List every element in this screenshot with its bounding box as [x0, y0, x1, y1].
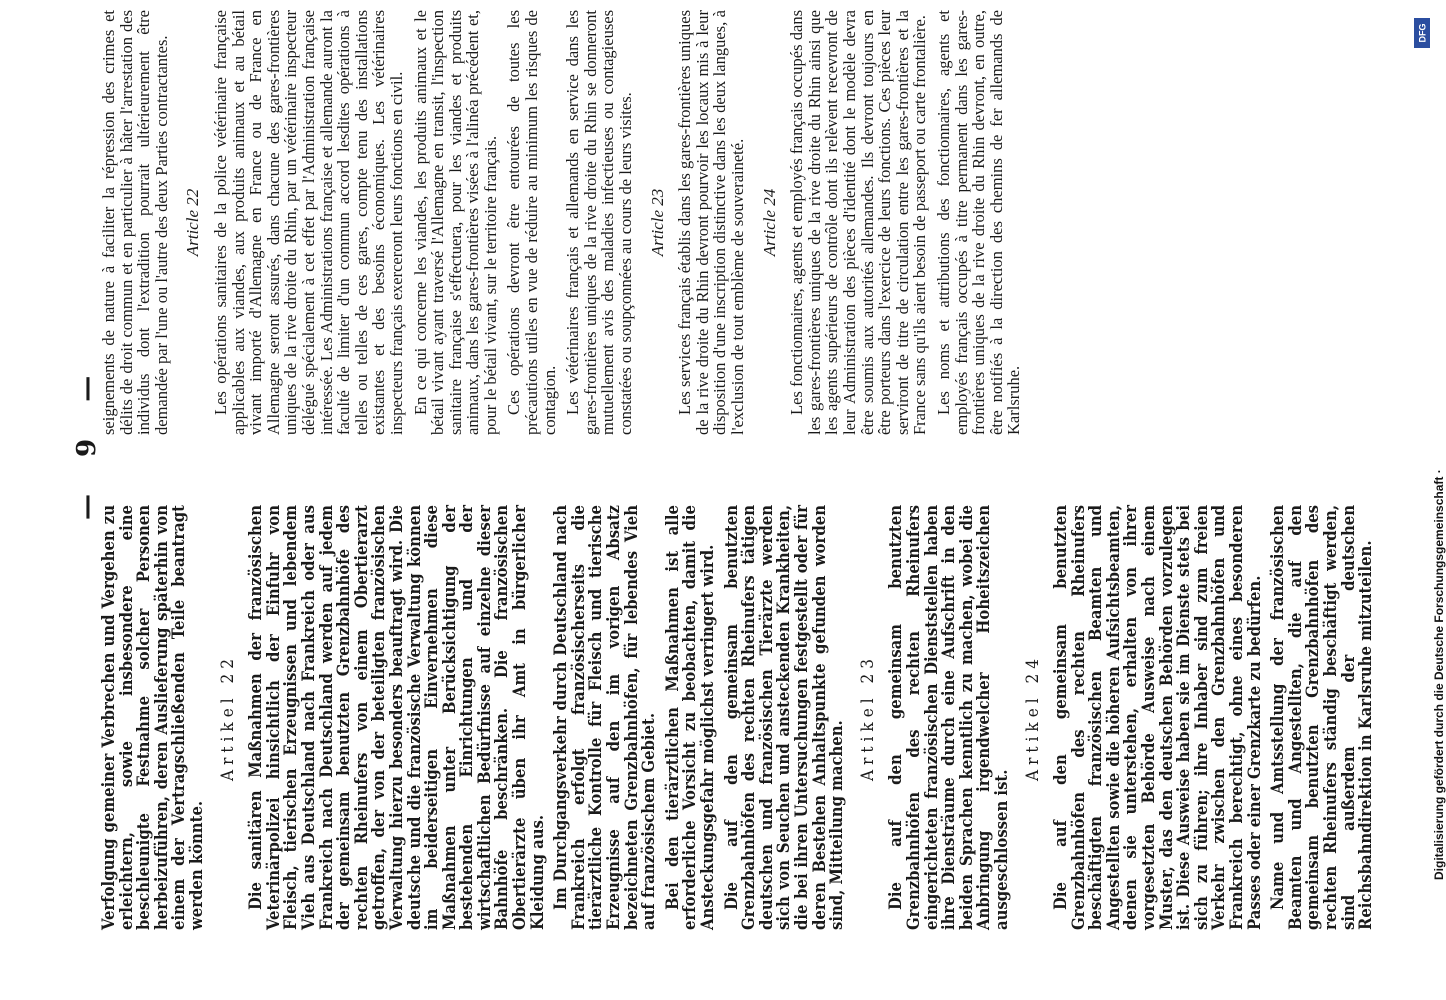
digitization-credit: Digitalisierung gefördert durch die Deutsche Forschungsgemeinschaft · [1432, 469, 1446, 880]
digitization-sidebar [1410, 10, 1446, 990]
german-article-22-title: Artikel 22 [217, 654, 238, 781]
german-article-22-paragraph-1: Die sanitären Maßnahmen der französischen Veterinärpolizei hinsichtlich der Einfuhr von Fleisch, tierischen Erzeugnissen und lebendem Vieh aus Deutschland nach Frankreich oder aus Frankreich nach Deutschland werden auf jedem der gemeinsam benutzten Grenzbahnhöfe des rechten Rheinufers von einem Obertierarzt getroffen, der von der beteiligten französischen Verwaltung hierzu besonders beauftragt wird. Die deutsche und die französische Verwaltung können im beiderseitigen Einvernehmen diese Maßnahmen unter Berücksichtigung der bestehenden Einrichtungen und der wirtschaftlichen Bedürfnisse auf einzelne dieser Bahnhöfe beschränken. Die französischen Obertierärzte üben ihr Amt in bürgerlicher Kleidung aus. [246, 505, 547, 930]
german-column [100, 505, 1381, 930]
german-article-24-title: Artikel 24 [1022, 654, 1043, 781]
french-article-24-title: Article 24 [759, 188, 779, 257]
page-number-header: — 9 — [72, 361, 102, 520]
german-article-22-paragraph-2: Im Durchgangsverkehr durch Deutschland nach Frankreich erfolgt französischerseits die tierärztliche Kontrolle für Fleisch und tierische Erzeugnisse auf den im vorigen Absatz bezeichneten Grenzbahnhöfen, für lebendes Vieh auf französischem Gebiet. [551, 505, 659, 930]
french-intro-paragraph: seignements de nature à faciliter la répression des crimes et délits de droit commun et en particulier à hâter l'arrestation des individus dont l'extradition pourrait ultérieurement être demandée par l'une ou l'autre des deux Parties contractantes. [99, 10, 171, 435]
french-column [100, 10, 1029, 435]
german-article-22-paragraph-3: Bei den tierärztlichen Maßnahmen ist alle erforderliche Vorsicht zu beobachten, damit die Ansteckungsgefahr möglichst verringert wird. [662, 505, 717, 930]
french-article-24-paragraph-1: Les fonctionnaires, agents et employés français occupés dans les gares-frontières uniques de la rive droite du Rhin ainsi que les agents supérieurs de contrôle dont ils relèvent recevront de leur Administration des pièces d'identité dont le modèle devra être soumis aux autorités allemandes. Ils devront toujours en être porteurs dans l'exercice de leurs fonctions. Ces pièces leur serviront de titre de circulation entre les gares-frontières et la France sans qu'ils aient besoin de passeport ou carte frontalière. [787, 10, 930, 435]
french-article-22-paragraph-4: Les vétérinaires français et allemands en service dans les gares-frontières uniques de la rive droite du Rhin se donneront mutuellement avis des maladies infectieuses ou contagieuses constatées ou soupçonnées au cours de leurs visites. [563, 10, 636, 435]
rotated-document [60, 0, 1376, 960]
french-article-24-paragraph-2: Les noms et attributions des fonctionnaires, agents et employés français occupés à titre permanent dans les gares-frontières uniques de la rive droite du Rhin devront, en outre, être notifiés à la direction des chemins de fer allemands de Karlsruhe. [933, 10, 1024, 435]
french-article-23-paragraph-1: Les services français établis dans les gares-frontières uniques de la rive droite du Rhin devront pourvoir les locaux mis à leur disposition d'une inscription distinctive dans les deux langues, à l'exclusion de tout emblème de souveraineté. [675, 10, 747, 435]
french-article-22-paragraph-2: En ce qui concerne les viandes, les produits animaux et le bétail vivant ayant traversé l'Allemagne en transit, l'inspection sanitaire française s'effectuera, pour les viandes et produits animaux, dans les gares-frontières visées à l'alinéa précédent et, pour le bétail vivant, sur le territoire français. [410, 10, 500, 435]
german-intro-paragraph: Verfolgung gemeiner Verbrechen und Vergehen zu erleichtern, sowie insbesondere eine beschleunigte Festnahme solcher Personen herbeizuführen, deren Auslieferung späterhin von einem der Vertragschließenden Teile beantragt werden könnte. [99, 505, 206, 930]
german-article-22-paragraph-4: Die auf den gemeinsam benutzten Grenzbahnhöfen des rechten Rheinufers tätigen deutschen und französischen Tierärzte werden sich von Seuchen und ansteckenden Krankheiten, die bei ihren Untersuchungen festgestellt oder für deren Bestehen Anhaltspunkte gefunden worden sind, Mitteilung machen. [721, 505, 847, 930]
french-article-23-title: Article 23 [647, 188, 667, 257]
german-article-24-paragraph-1: Die auf den gemeinsam benutzten Grenzbahnhöfen des rechten Rheinufers beschäftigten französischen Beamten und Angestellten sowie die höheren Aufsichtsbeamten, denen sie unterstehen, erhalten von ihrer vorgesetzten Behörde Ausweise nach einem Muster, das den deutschen Behörden vorzulegen ist. Diese Ausweise haben sie im Dienste stets bei sich zu führen; ihre Inhaber sind zum freien Verkehr zwischen den Grenzbahnhöfen und Frankreich berechtigt, ohne eines besonderen Passes oder einer Grenzkarte zu bedürfen. [1051, 505, 1264, 930]
french-article-22-title: Article 22 [183, 188, 203, 257]
french-article-22-paragraph-3: Ces opérations devront être entourées de toutes les précautions utiles en vue de réduire au minimum les risques de contagion. [504, 10, 559, 435]
german-article-23-title: Artikel 23 [857, 654, 878, 781]
german-article-23-paragraph-1: Die auf den gemeinsam benutzten Grenzbahnhöfen des rechten Rheinufers eingerichteten französischen Dienststellen haben ihre Diensträume durch eine Aufschrift in den beiden Sprachen kenntlich zu machen, wobei die Anbringung irgendwelcher Hoheitszeichen ausgeschlossen ist. [886, 505, 1011, 930]
german-article-24-paragraph-2: Name und Amtsstellung der französischen Beamten und Angestellten, die auf den gemeinsam benutzten Grenzbahnhöfen des rechten Rheinufers ständig beschäftigt werden, sind außerdem der deutschen Reichsbahndirektion in Karlsruhe mitzuteilen. [1268, 505, 1376, 930]
dfg-logo-icon: DFG [1414, 18, 1430, 48]
french-article-22-paragraph-1: Les opérations sanitaires de la police vétérinaire française applicables aux viandes, aux produits animaux et au bétail vivant importé d'Allemagne en France ou de France en Allemagne seront assurés, dans chacune des gares-frontières uniques de la rive droite du Rhin, par un vétérinaire inspecteur délégué spécialement à cet effet par l'Administration française intéressée. Les Administrations française et allemande auront la faculté de limiter d'un commun accord lesdites opérations à telles ou telles de ces gares, compte tenu des installations existantes et des besoins économiques. Les vétérinaires inspecteurs français exerceront leurs fonctions en civil. [210, 10, 406, 435]
